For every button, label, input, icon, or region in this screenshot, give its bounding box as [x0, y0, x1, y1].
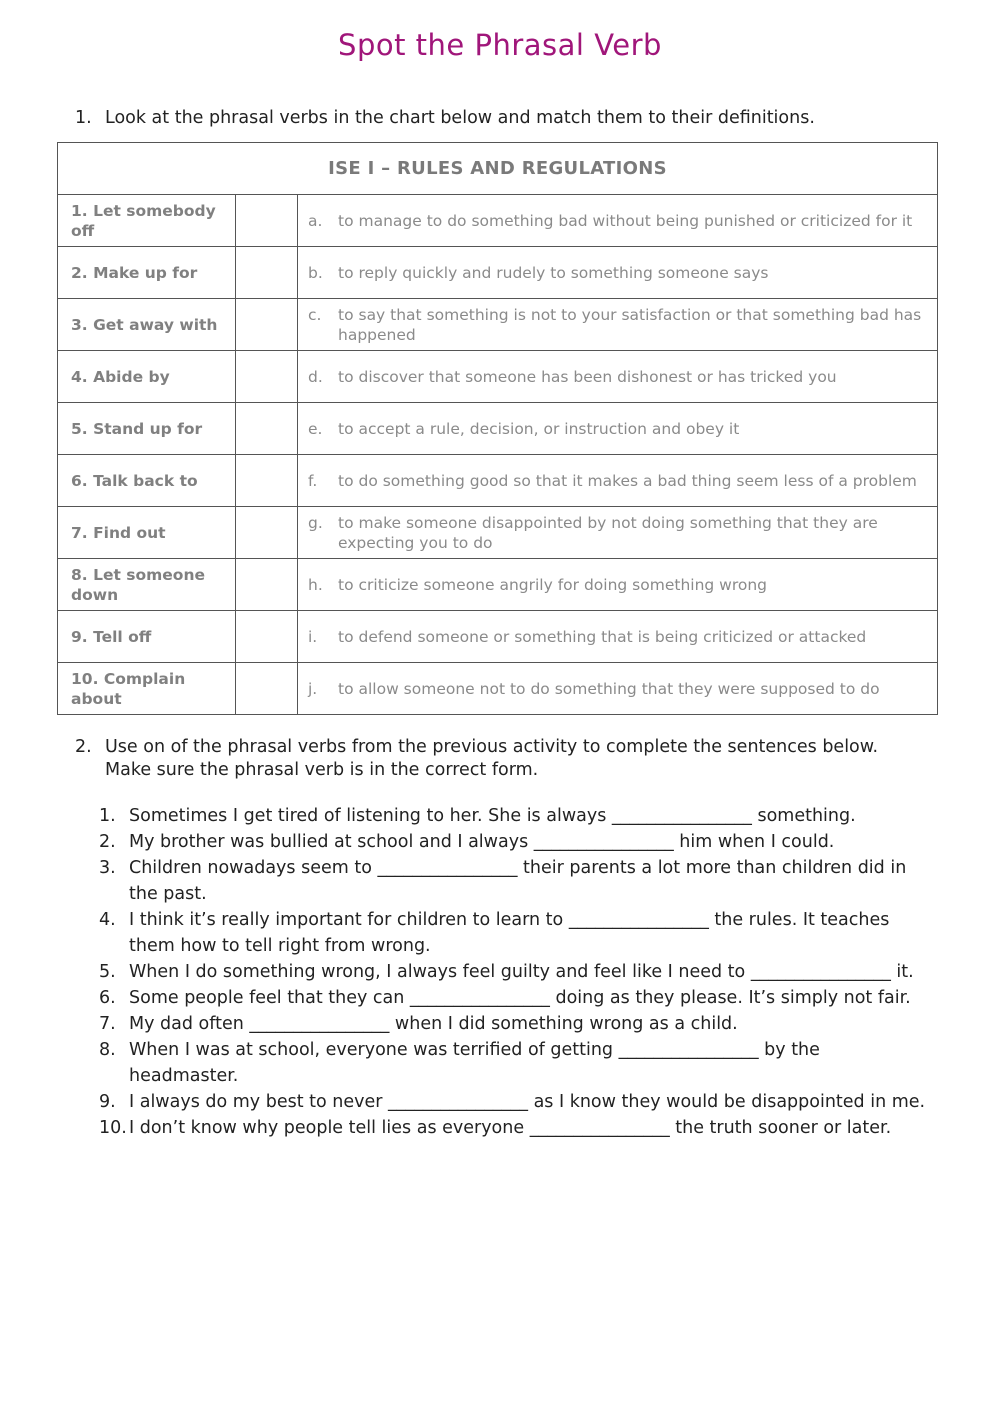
sentence-item [99, 985, 929, 1011]
sentence-text: Sometimes I get tired of listening to her. She is always ________________ something. [129, 806, 856, 826]
sentence-text: When I do something wrong, I always feel guilty and feel like I need to ________________ it. [129, 962, 914, 982]
phrasal-verb: 5. Stand up for [58, 403, 236, 455]
chart-row [58, 559, 938, 611]
activity-1-text: Look at the phrasal verbs in the chart below and match them to their definitions. [105, 108, 815, 128]
definition-letter: a. [308, 211, 323, 230]
answer-cell[interactable] [236, 247, 298, 299]
sentence-text: Some people feel that they can ________________ doing as they please. It’s simply not fair. [129, 988, 911, 1008]
chart-row [58, 195, 938, 247]
activity-1-number: 1. [75, 108, 92, 128]
answer-cell[interactable] [236, 507, 298, 559]
sentence-item [99, 803, 929, 829]
definition-cell [298, 299, 938, 351]
sentence-text: I don’t know why people tell lies as everyone ________________ the truth sooner or later. [129, 1118, 892, 1138]
sentence-item [99, 1037, 929, 1089]
definition-letter: f. [308, 471, 318, 490]
sentence-list [99, 803, 929, 1141]
definition-letter: h. [308, 575, 323, 594]
definition-cell [298, 455, 938, 507]
definition-cell [298, 247, 938, 299]
chart-row [58, 455, 938, 507]
definition-letter: d. [308, 367, 323, 386]
sentence-text: I always do my best to never ________________ as I know they would be disappointed in me. [129, 1092, 926, 1112]
sentence-text: When I was at school, everyone was terrified of getting ________________ by the headmaster. [129, 1040, 820, 1086]
sentence-text: Children nowadays seem to ________________ their parents a lot more than children did in the past. [129, 858, 907, 904]
definition-cell [298, 611, 938, 663]
sentence-number: 8. [99, 1040, 116, 1060]
phrasal-verb: 8. Let someone down [58, 559, 236, 611]
chart-heading: ISE I – RULES AND REGULATIONS [58, 143, 938, 195]
definition-cell [298, 351, 938, 403]
answer-cell[interactable] [236, 663, 298, 715]
sentence-number: 9. [99, 1092, 116, 1112]
sentence-item [99, 1089, 929, 1115]
sentence-number: 4. [99, 910, 116, 930]
phrasal-verb: 1. Let somebody off [58, 195, 236, 247]
definition-cell [298, 663, 938, 715]
definition-cell [298, 559, 938, 611]
sentence-item [99, 959, 929, 985]
sentence-number: 5. [99, 962, 116, 982]
definition-text: to reply quickly and rudely to something someone says [338, 263, 769, 282]
definition-letter: c. [308, 305, 322, 324]
phrasal-verb: 2. Make up for [58, 247, 236, 299]
definition-letter: g. [308, 513, 323, 532]
answer-cell[interactable] [236, 299, 298, 351]
definition-cell [298, 403, 938, 455]
definition-text: to defend someone or something that is being criticized or attacked [338, 627, 867, 646]
chart-row [58, 403, 938, 455]
definition-text: to criticize someone angrily for doing something wrong [338, 575, 768, 594]
definition-cell [298, 507, 938, 559]
definition-text: to accept a rule, decision, or instruction and obey it [338, 419, 740, 438]
definition-text: to discover that someone has been dishonest or has tricked you [338, 367, 837, 386]
sentence-number: 6. [99, 988, 116, 1008]
sentence-item [99, 1115, 929, 1141]
activity-2-text: Use on of the phrasal verbs from the previous activity to complete the sentences below. Make sure the phrasal verb is in the correct form. [105, 737, 879, 780]
chart-row [58, 507, 938, 559]
definition-letter: i. [308, 627, 318, 646]
chart-row [58, 611, 938, 663]
activity-1-instruction [75, 107, 815, 130]
answer-cell[interactable] [236, 559, 298, 611]
answer-cell[interactable] [236, 455, 298, 507]
phrasal-verb: 10. Complain about [58, 663, 236, 715]
sentence-item [99, 1011, 929, 1037]
sentence-text: I think it’s really important for children to learn to ________________ the rules. It teaches them how to tell right from wrong. [129, 910, 890, 956]
answer-cell[interactable] [236, 195, 298, 247]
chart-row [58, 351, 938, 403]
answer-cell[interactable] [236, 351, 298, 403]
chart-row [58, 663, 938, 715]
definition-text: to say that something is not to your satisfaction or that something bad has happened [338, 305, 922, 344]
definition-cell [298, 195, 938, 247]
phrasal-verb: 7. Find out [58, 507, 236, 559]
sentence-item [99, 855, 929, 907]
definition-text: to allow someone not to do something that they were supposed to do [338, 679, 880, 698]
definition-text: to do something good so that it makes a bad thing seem less of a problem [338, 471, 917, 490]
phrasal-verb: 9. Tell off [58, 611, 236, 663]
sentence-text: My dad often ________________ when I did something wrong as a child. [129, 1014, 738, 1034]
answer-cell[interactable] [236, 611, 298, 663]
activity-2-instruction [75, 736, 895, 782]
definition-text: to make someone disappointed by not doing something that they are expecting you to do [338, 513, 878, 552]
sentence-item [99, 829, 929, 855]
answer-cell[interactable] [236, 403, 298, 455]
activity-2-number: 2. [75, 737, 92, 757]
definition-text: to manage to do something bad without being punished or criticized for it [338, 211, 913, 230]
definition-letter: b. [308, 263, 323, 282]
definition-letter: e. [308, 419, 323, 438]
chart-row [58, 299, 938, 351]
phrasal-verb: 4. Abide by [58, 351, 236, 403]
phrasal-verb-chart [57, 142, 938, 715]
chart-row [58, 247, 938, 299]
sentence-number: 2. [99, 832, 116, 852]
sentence-number: 3. [99, 858, 116, 878]
sentence-number: 7. [99, 1014, 116, 1034]
phrasal-verb: 6. Talk back to [58, 455, 236, 507]
sentence-number: 10. [99, 1118, 127, 1138]
sentence-item [99, 907, 929, 959]
page-title: Spot the Phrasal Verb [338, 28, 662, 62]
definition-letter: j. [308, 679, 318, 698]
sentence-number: 1. [99, 806, 116, 826]
sentence-text: My brother was bullied at school and I always ________________ him when I could. [129, 832, 835, 852]
phrasal-verb: 3. Get away with [58, 299, 236, 351]
